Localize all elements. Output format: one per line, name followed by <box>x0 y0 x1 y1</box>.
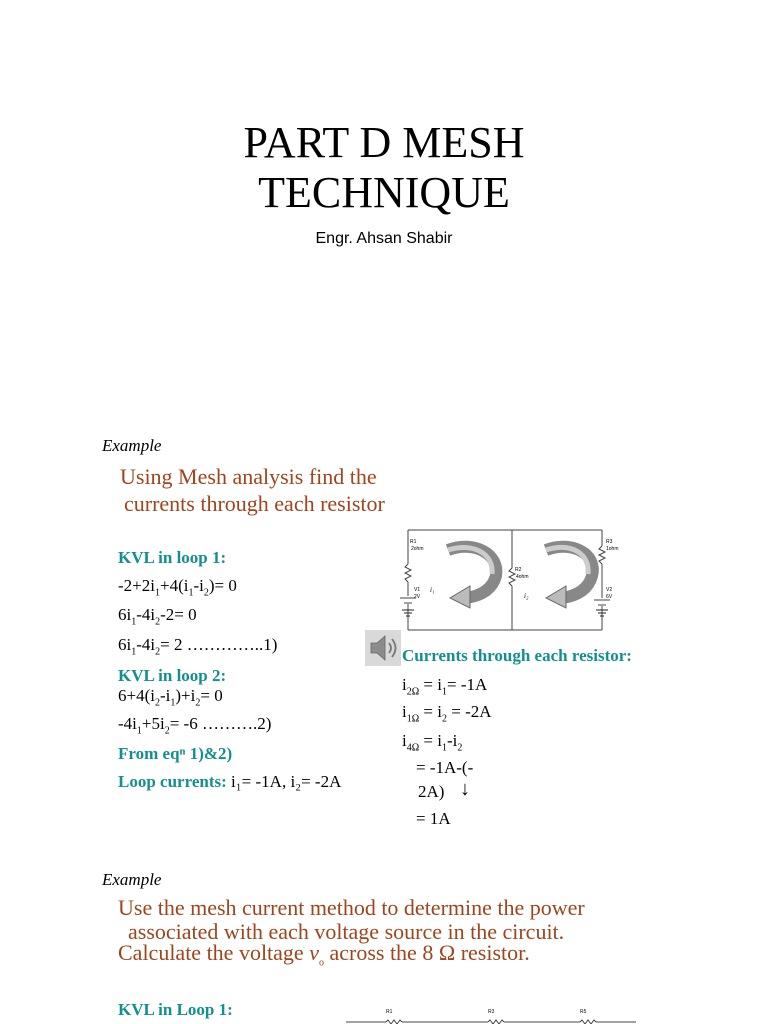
example1-label: Example <box>102 436 162 455</box>
circuit2-r3-label: R3 <box>488 1009 495 1015</box>
result-line6: = 1A <box>416 809 451 828</box>
circuit1-r3-value: 1ohm <box>606 546 619 552</box>
circuit1-r3-label: R3 <box>606 539 613 545</box>
equation-1: $6i_1-4i_2= 2$ …………..1) <box>118 635 278 658</box>
equation-2: $-4i_1+5i_2= -6$ ……….2) <box>118 714 272 737</box>
example2-prompt-line3-a: Calculate the voltage <box>118 940 310 965</box>
page-title-line2: TECHNIQUE <box>258 168 510 217</box>
result-line1: $i_{2\Omega} = i_1= -1A$ <box>402 675 488 698</box>
result-line5: 2A) <box>418 782 445 801</box>
circuit-diagram-1 <box>396 524 619 636</box>
currents-heading: Currents through each resistor: <box>402 646 632 665</box>
result-arrow-icon: ↓ <box>460 778 470 800</box>
example1-prompt-line1: Using Mesh analysis find the <box>120 464 377 489</box>
circuit1-i2-label: i₂ <box>524 592 529 600</box>
circuit1-r2-label: R2 <box>515 567 522 573</box>
circuit1-v2-value: 6V <box>606 594 613 600</box>
vo-symbol: v <box>309 940 319 965</box>
ohm-symbol: Ω <box>438 940 456 965</box>
circuit1-i1-label: i₁ <box>430 586 435 594</box>
example2-prompt-line1: Use the mesh current method to determine the power <box>118 895 585 920</box>
circuit1-r2-value: 4ohm <box>516 574 529 580</box>
equation-kvl1-b: $6i_1-4i_2-2= 0$ <box>118 605 197 628</box>
circuit1-r1-label: R1 <box>410 539 417 545</box>
circuit1-r1-value: 2ohm <box>411 546 424 552</box>
circuit-diagram-2 <box>340 1004 640 1024</box>
example2-prompt-line2: associated with each voltage source in the circuit. <box>128 919 565 944</box>
mesh-arrow-icon-1 <box>448 547 496 608</box>
example1-prompt-line2: currents through each resistor <box>124 491 385 516</box>
example2-prompt-line3 <box>118 940 530 976</box>
loop-currents-label: Loop currents: <box>118 772 227 791</box>
equation-kvl2-a: $6+4(i_2-i_1)+i_2= 0$ <box>118 686 223 709</box>
kvl-loop1-heading: KVL in loop 1: <box>118 548 227 567</box>
example2-label: Example <box>102 870 162 889</box>
result-line3: $i_{4\Omega} = i_1-i_2$ <box>402 731 463 754</box>
circuit1-v1-label: V1 <box>414 587 421 593</box>
vo-subscript: o <box>318 957 324 969</box>
example2-kvl-loop1-heading: KVL in Loop 1: <box>118 1000 233 1019</box>
result-line2: $i_{1\Omega} = i_2 = -2A$ <box>402 702 492 725</box>
loop-currents-value: i₁= -1A, i₂= -2A <box>231 772 342 791</box>
from-equations-heading: From eqⁿ 1)&2) <box>118 744 233 763</box>
example2-prompt-line3-c: resistor. <box>455 940 530 965</box>
mesh-arrow-icon-2 <box>546 547 593 608</box>
circuit1-v2-label: V2 <box>606 587 613 593</box>
audio-speaker-icon[interactable] <box>365 630 401 666</box>
example2-prompt-line3-b: across the 8 <box>323 940 439 965</box>
circuit2-r1-label: R1 <box>386 1009 393 1015</box>
equation-kvl1-a: $-2+2i_1+4(i_1-i_2)= 0$ <box>118 576 237 599</box>
result-line4: = -1A-(- <box>416 758 474 777</box>
page-title-line1: PART D MESH <box>243 118 525 167</box>
kvl-loop2-heading: KVL in loop 2: <box>118 666 227 685</box>
circuit1-v1-value: 2V <box>414 594 421 600</box>
loop-currents-line <box>118 772 341 792</box>
circuit2-r5-label: R5 <box>580 1009 587 1015</box>
author-name: Engr. Ahsan Shabir <box>315 230 453 247</box>
